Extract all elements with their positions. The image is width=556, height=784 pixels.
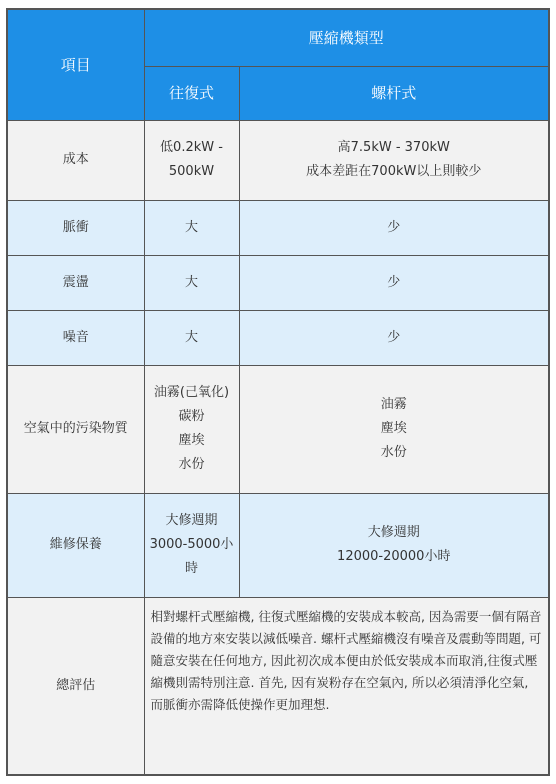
table-row-noise [7,310,549,365]
cell-screw: 高7.5kW - 370kW 成本差距在700kW以上則較少 [239,120,549,200]
table-row-pollutants [7,365,549,493]
header-type-group: 壓縮機類型 [144,9,549,66]
table-row-pulse [7,200,549,255]
row-label: 維修保養 [7,493,144,597]
header-item: 項目 [7,9,144,120]
row-label: 震盪 [7,255,144,310]
header-screw: 螺杆式 [239,66,549,120]
cell-reciprocating: 油霧(己氧化) 碳粉 塵埃 水份 [144,365,239,493]
header-row-top [7,9,549,66]
cell-screw: 少 [239,255,549,310]
cell-reciprocating: 大 [144,200,239,255]
cell-screw: 少 [239,310,549,365]
table-row-cost [7,120,549,200]
table-row-vibration [7,255,549,310]
cell-reciprocating: 大 [144,310,239,365]
table-row-summary [7,597,549,775]
row-label: 空氣中的污染物質 [7,365,144,493]
row-label: 總評估 [7,597,144,775]
row-label: 噪音 [7,310,144,365]
cell-screw: 油霧 塵埃 水份 [239,365,549,493]
row-label: 脈衝 [7,200,144,255]
summary-text: 相對螺杆式壓縮機, 往復式壓縮機的安裝成本較高, 因為需要一個有隔音設備的地方來安裝以減低噪音. 螺杆式壓縮機沒有噪音及震動等問題, 可隨意安裝在任何地方, 因此初次成本便由於低安裝成本而取消,往復式壓縮機則需特別注意. 首先, 因有炭粉存在空氣內, 所以必須清淨化空氣, 而脈衝亦需降低使操作更加理想. [144,597,549,775]
cell-reciprocating: 大修週期 3000-5000小 時 [144,493,239,597]
row-label: 成本 [7,120,144,200]
cell-screw: 大修週期 12000-20000小時 [239,493,549,597]
cell-screw: 少 [239,200,549,255]
cell-reciprocating: 大 [144,255,239,310]
cell-reciprocating: 低0.2kW - 500kW [144,120,239,200]
table-row-maintenance [7,493,549,597]
compressor-comparison-table [6,8,550,776]
header-reciprocating: 往復式 [144,66,239,120]
